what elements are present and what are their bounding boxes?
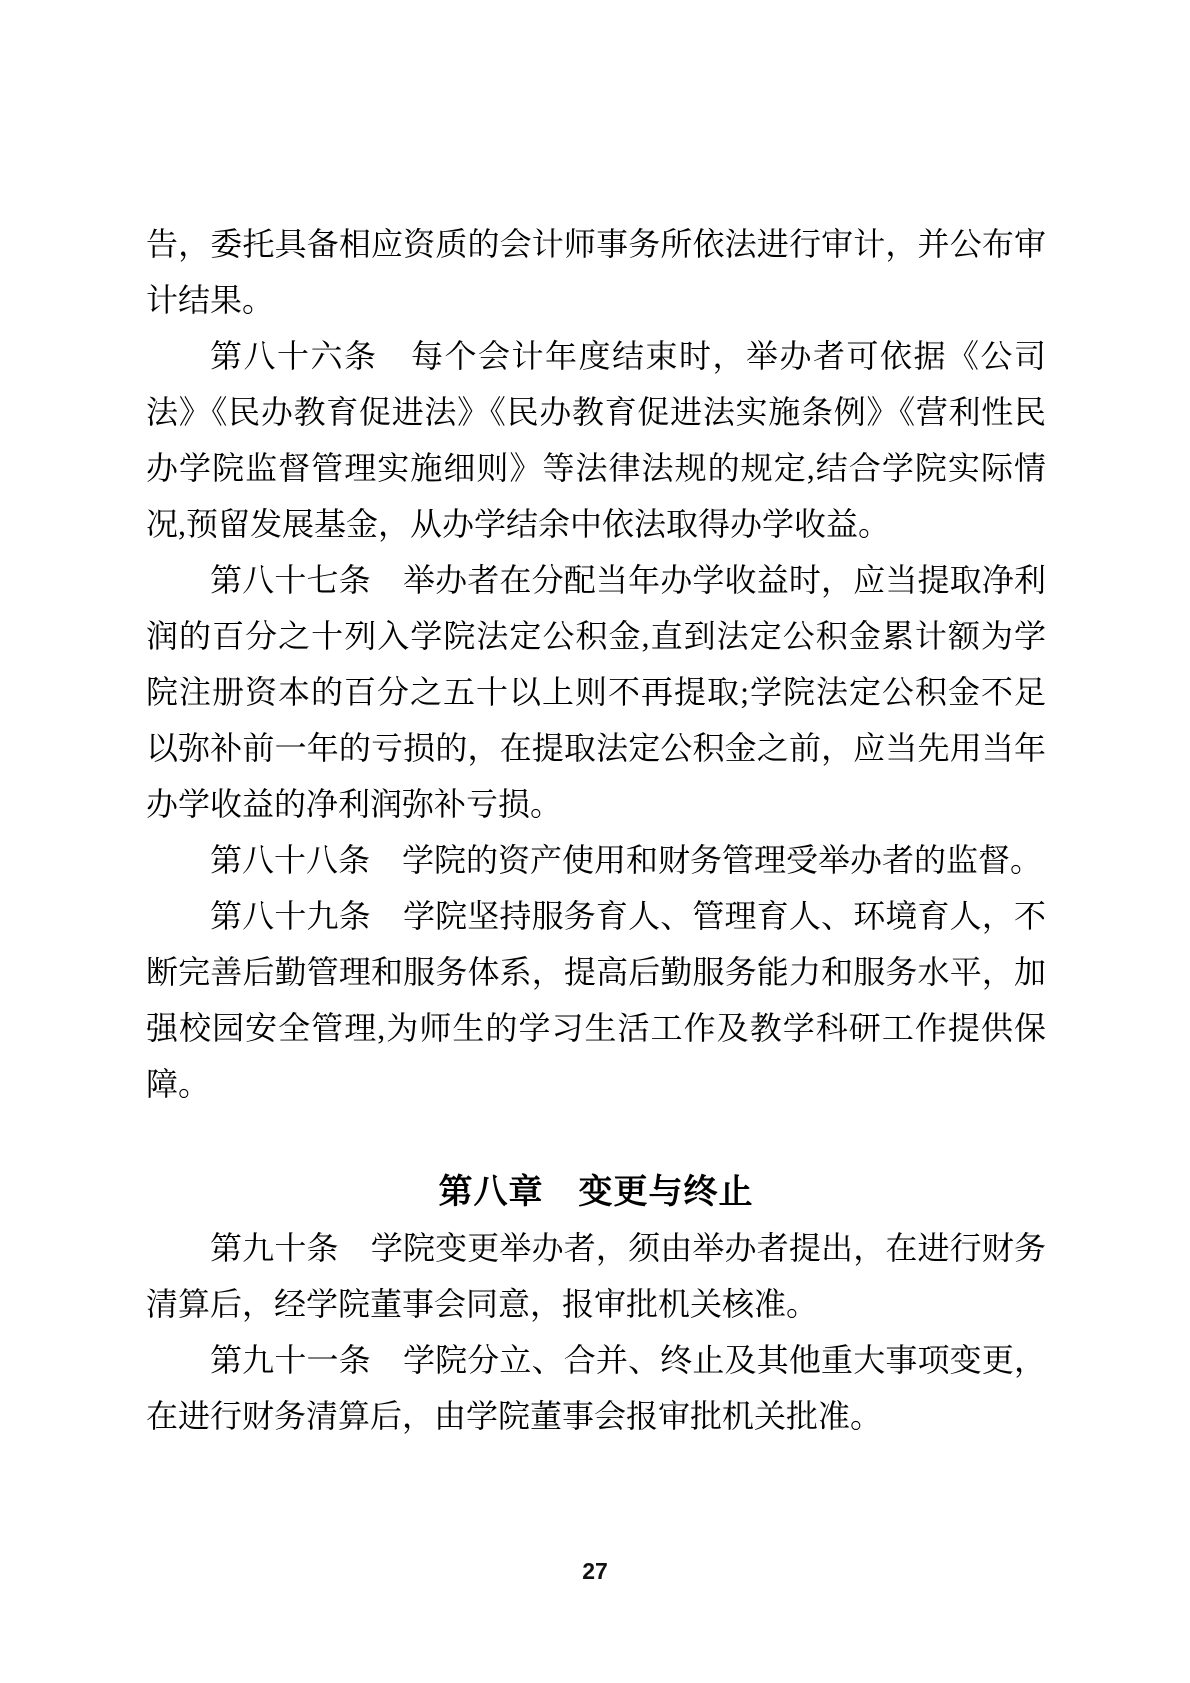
paragraph-article-91: 第九十一条 学院分立、合并、终止及其他重大事项变更，在进行财务清算后，由学院董事会报审批机关批准。 [146, 1342, 1046, 1434]
paragraph-article-86: 第八十六条 每个会计年度结束时，举办者可依据《公司法》《民办教育促进法》《民办教育促进法实施条例》《营利性民办学院监督管理实施细则》等法律法规的规定,结合学院实际情况,预留发展基金，从办学结余中依法取得办学收益。 [146, 338, 1046, 542]
document-body [146, 216, 1046, 1444]
chapter-8-heading: 第八章 变更与终止 [438, 1173, 754, 1211]
paragraph-article-89: 第八十九条 学院坚持服务育人、管理育人、环境育人，不断完善后勤管理和服务体系，提高后勤服务能力和服务水平，加强校园安全管理,为师生的学习生活工作及教学科研工作提供保障。 [146, 898, 1046, 1102]
paragraph-article-90: 第九十条 学院变更举办者，须由举办者提出，在进行财务清算后，经学院董事会同意，报审批机关核准。 [146, 1230, 1046, 1322]
page-number: 27 [582, 1558, 608, 1584]
paragraph-article-88: 第八十八条 学院的资产使用和财务管理受举办者的监督。 [210, 842, 1043, 878]
paragraph-continuation: 告，委托具备相应资质的会计师事务所依法进行审计，并公布审计结果。 [146, 226, 1046, 318]
paragraph-article-87: 第八十七条 举办者在分配当年办学收益时，应当提取净利润的百分之十列入学院法定公积金,直到法定公积金累计额为学院注册资本的百分之五十以上则不再提取;学院法定公积金不足以弥补前一年的亏损的，在提取法定公积金之前，应当先用当年办学收益的净利润弥补亏损。 [146, 562, 1046, 822]
